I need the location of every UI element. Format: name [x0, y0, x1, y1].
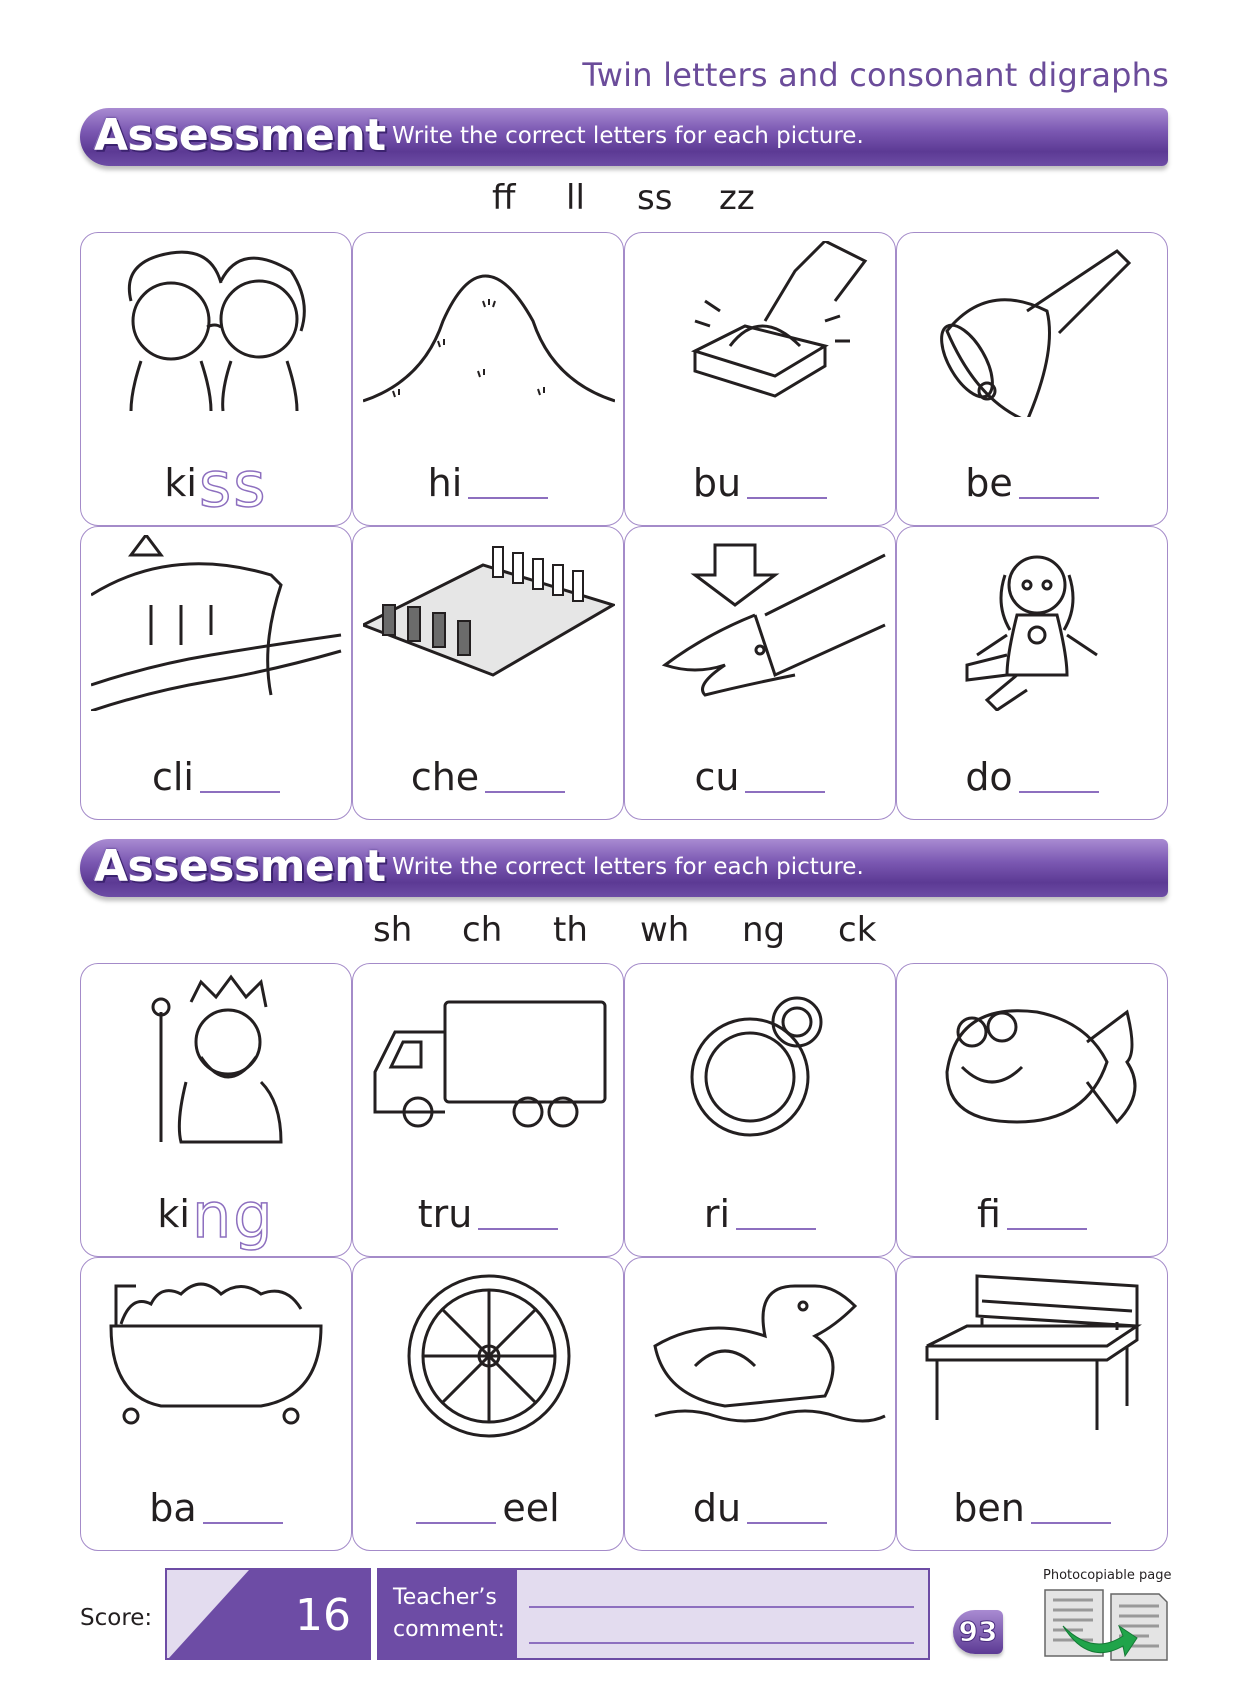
picture-grid-1 [80, 232, 1168, 820]
word-king [81, 1179, 351, 1252]
word-doll[interactable] [897, 755, 1167, 799]
option-ng: ng [742, 910, 786, 950]
king-icon [91, 972, 343, 1148]
photocopy-icon [1043, 1586, 1169, 1662]
card-cuff [624, 526, 896, 820]
option-ch: ch [462, 910, 503, 950]
option-zz: zz [719, 178, 755, 218]
banner-instruction: Write the correct letters for each picture. [392, 854, 864, 880]
answer-blank[interactable] [1031, 1522, 1111, 1524]
banner-title: Assessment [94, 841, 386, 892]
word-stem: ki [157, 1192, 190, 1236]
answer-blank[interactable] [745, 791, 825, 793]
option-ss: ss [637, 178, 673, 218]
word-stem: ri [703, 1192, 731, 1236]
word-stem: cu [694, 755, 740, 799]
cliff-icon [91, 535, 343, 711]
answer-blank[interactable] [1007, 1228, 1087, 1230]
wheel-icon [363, 1266, 615, 1442]
word-fish[interactable] [897, 1192, 1167, 1236]
traced-answer: ng [191, 1179, 275, 1252]
word-stem: bu [692, 461, 742, 505]
word-duck[interactable] [625, 1486, 895, 1530]
duck-icon [635, 1266, 887, 1442]
card-ring [624, 963, 896, 1257]
word-hill[interactable] [353, 461, 623, 505]
option-wh: wh [640, 910, 690, 950]
card-buzzer [624, 232, 896, 526]
card-bell [896, 232, 1168, 526]
comment-label-line1: Teacher’s [393, 1585, 497, 1610]
assessment-banner-2 [80, 839, 1168, 897]
chess-icon [363, 535, 615, 711]
score-label: Score: [80, 1605, 153, 1631]
bell-icon [907, 241, 1159, 417]
truck-icon [363, 972, 615, 1148]
word-ring[interactable] [625, 1192, 895, 1236]
answer-blank[interactable] [736, 1228, 816, 1230]
score-box[interactable] [165, 1568, 371, 1660]
word-buzzer[interactable] [625, 461, 895, 505]
card-hill [352, 232, 624, 526]
teacher-comment-box[interactable] [377, 1568, 930, 1660]
card-bench [896, 1257, 1168, 1551]
word-stem: fi [977, 1192, 1001, 1236]
answer-blank[interactable] [747, 1522, 827, 1524]
option-th: th [553, 910, 588, 950]
page-title: Twin letters and consonant digraphs [582, 56, 1169, 94]
card-fish [896, 963, 1168, 1257]
answer-blank[interactable] [485, 791, 565, 793]
card-chess [352, 526, 624, 820]
card-duck [624, 1257, 896, 1551]
word-stem: ki [164, 461, 197, 505]
picture-grid-2 [80, 963, 1168, 1551]
word-stem: du [692, 1486, 742, 1530]
word-bell[interactable] [897, 461, 1167, 505]
banner-instruction: Write the correct letters for each picture. [392, 123, 864, 149]
answer-blank[interactable] [1019, 791, 1099, 793]
card-king [80, 963, 352, 1257]
letter-options-2 [0, 910, 1239, 954]
option-ll: ll [566, 178, 585, 218]
word-stem: eel [502, 1486, 560, 1530]
card-truck [352, 963, 624, 1257]
word-stem: do [965, 755, 1013, 799]
word-chess[interactable] [353, 755, 623, 799]
word-wheel[interactable] [353, 1486, 623, 1530]
comment-line-2[interactable] [529, 1642, 914, 1644]
option-ff: ff [492, 178, 516, 218]
word-stem: hi [427, 461, 463, 505]
traced-answer: ss [198, 448, 268, 521]
cuff-icon [635, 535, 887, 711]
option-ck: ck [838, 910, 877, 950]
word-cliff[interactable] [81, 755, 351, 799]
answer-blank[interactable] [478, 1228, 558, 1230]
comment-line-1[interactable] [529, 1606, 914, 1608]
answer-blank[interactable] [1019, 497, 1099, 499]
word-kiss [81, 448, 351, 521]
word-stem: be [965, 461, 1013, 505]
option-sh: sh [373, 910, 413, 950]
doll-icon [907, 535, 1159, 711]
word-bench[interactable] [897, 1486, 1167, 1530]
word-stem: tru [417, 1192, 473, 1236]
answer-blank[interactable] [416, 1522, 496, 1524]
score-total: 16 [295, 1590, 351, 1641]
word-bath[interactable] [81, 1486, 351, 1530]
photocopiable-label: Photocopiable page [1043, 1568, 1172, 1583]
bath-icon [91, 1266, 343, 1442]
card-kiss [80, 232, 352, 526]
banner-title: Assessment [94, 110, 386, 161]
answer-blank[interactable] [747, 497, 827, 499]
word-stem: che [410, 755, 480, 799]
page-number: 93 [953, 1610, 1003, 1654]
card-wheel [352, 1257, 624, 1551]
answer-blank[interactable] [200, 791, 280, 793]
fish-icon [907, 972, 1159, 1148]
answer-blank[interactable] [203, 1522, 283, 1524]
hill-icon [363, 241, 615, 417]
card-bath [80, 1257, 352, 1551]
assessment-banner-1 [80, 108, 1168, 166]
word-cuff[interactable] [625, 755, 895, 799]
buzzer-icon [635, 241, 887, 417]
card-doll [896, 526, 1168, 820]
word-truck[interactable] [353, 1192, 623, 1236]
comment-label [379, 1570, 517, 1658]
card-cliff [80, 526, 352, 820]
answer-blank[interactable] [468, 497, 548, 499]
letter-options-1 [0, 178, 1239, 222]
word-stem: cli [151, 755, 194, 799]
word-stem: ben [953, 1486, 1025, 1530]
ring-icon [635, 972, 887, 1148]
comment-label-line2: comment: [393, 1617, 505, 1642]
word-stem: ba [149, 1486, 197, 1530]
bench-icon [907, 1266, 1159, 1442]
kiss-icon [91, 241, 343, 417]
